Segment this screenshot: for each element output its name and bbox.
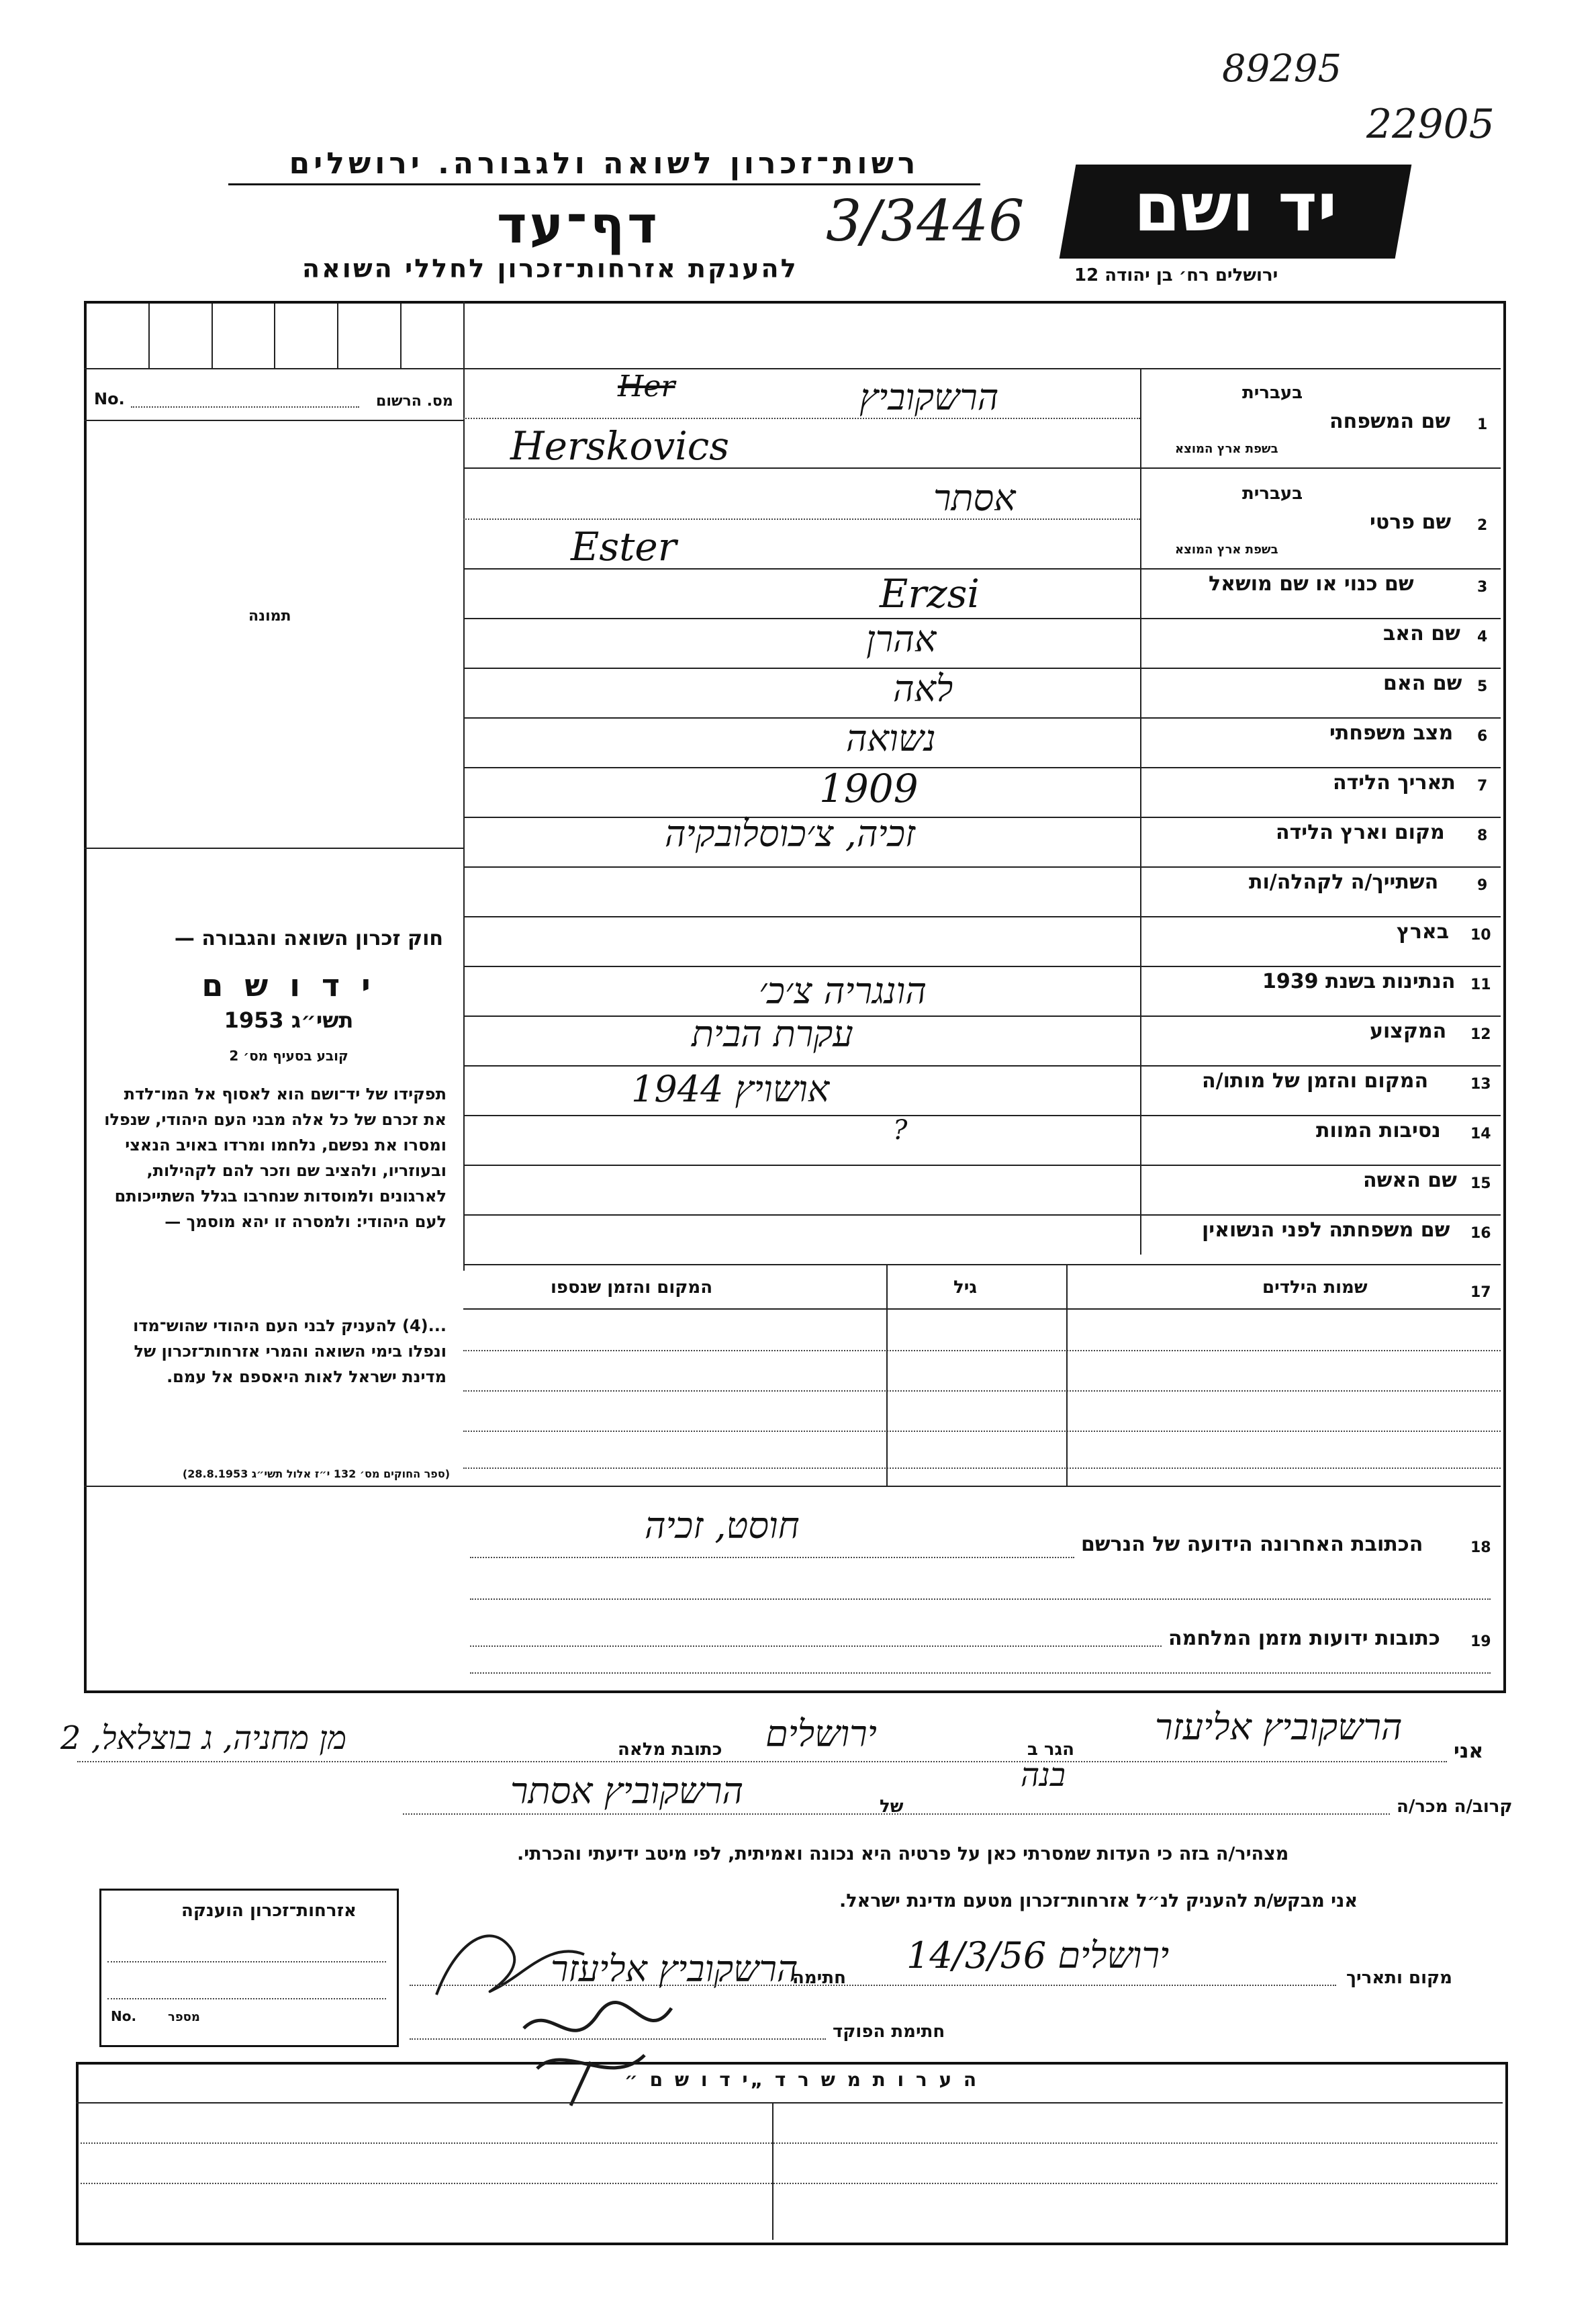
field-13-label: המקום והזמן של מותו/ה xyxy=(1202,1069,1429,1093)
notes-row xyxy=(81,2142,1497,2144)
field-7-value: 1909 xyxy=(819,766,919,811)
row-line xyxy=(463,966,1501,967)
certificate-line xyxy=(107,1998,386,1999)
field-14-num: 14 xyxy=(1470,1126,1491,1142)
children-col-age: גיל xyxy=(953,1277,978,1298)
address-line: ירושלים רח׳ בן יהודה 12 xyxy=(1074,265,1278,285)
row-line xyxy=(463,1214,1501,1216)
reg-no-label: No. xyxy=(94,390,125,408)
field-1-value-origin: Herskovics xyxy=(510,423,730,469)
field-4-label: שם האב xyxy=(1383,622,1460,645)
field-1-value: הרשקוביץ xyxy=(859,376,999,418)
field-18-value: חוסט, זכיה xyxy=(645,1504,800,1547)
children-col-divider-1 xyxy=(1066,1264,1068,1486)
field-11-value: הונגריה צ׳כ׳ xyxy=(759,970,927,1012)
place-date-line xyxy=(410,1985,1336,1986)
reg-row-line xyxy=(84,420,463,421)
field-1-label: שם המשפחה xyxy=(1329,410,1451,433)
law-title: חוק זכרון השואה והגבורה — xyxy=(174,927,443,950)
declarant-address: מן מחניה, ג בוצלאל, 2 xyxy=(60,1719,347,1757)
law-year: תשי״ג 1953 xyxy=(224,1007,354,1033)
law-text: תפקידו של יד־ושם הוא לאסוף אל המו־לדת את זכרם של כל אלה מבני העם היהודי, שנפלו ומסרו את נפשם, נלחמו ומרדו באויב הנאצי ובעוזריו, ולהציב שם וזכר להם לקהילות, לארגונים ולמוסדות שנחרבו בגלל השתייכותם לעם היהודי: ולמסרה זו יהא מוסמך — xyxy=(104,1085,447,1231)
row-line xyxy=(463,1165,1501,1166)
field-12-value: עקרת הבית xyxy=(692,1013,853,1055)
archive-number-top-secondary: 22905 xyxy=(1366,101,1495,148)
officer-line xyxy=(410,2038,826,2040)
field-2-value-origin: Ester xyxy=(571,524,677,570)
field-1-num: 1 xyxy=(1477,416,1488,433)
row-line xyxy=(463,668,1501,669)
row-line xyxy=(463,1115,1501,1116)
field-1-sub-origin: בשפת ארץ המוצא xyxy=(1175,442,1278,456)
field-14-value: ? xyxy=(893,1115,908,1146)
row-line xyxy=(463,866,1501,868)
certificate-title: אזרחות־זכרון הוענקה xyxy=(181,1901,357,1921)
left-col-divider xyxy=(463,301,465,1271)
declarant-name: הרשקוביץ אליעזר xyxy=(1155,1706,1403,1748)
field-15-num: 15 xyxy=(1470,1175,1491,1192)
field-16-num: 16 xyxy=(1470,1225,1491,1242)
field-16-label: שם משפחתה לפני הנשואין xyxy=(1202,1218,1450,1242)
declarant-relative-label: קרוב/ה מכר/ה xyxy=(1397,1797,1513,1817)
field-10-num: 10 xyxy=(1470,927,1491,944)
row-line xyxy=(463,717,1501,719)
place-date-value: ירושלים 14/3/56 xyxy=(906,1934,1170,1977)
children-col-divider-2 xyxy=(886,1264,888,1486)
left-panel-bottom xyxy=(84,1486,463,1487)
reg-no-line xyxy=(131,406,359,408)
declarant-line-2 xyxy=(403,1813,1390,1815)
office-notes-line xyxy=(76,2102,1503,2104)
children-row xyxy=(463,1467,1501,1469)
row-line xyxy=(463,618,1501,619)
photo-box-line xyxy=(84,848,463,849)
declarant-relative-name: הרשקוביץ אסתר xyxy=(510,1770,744,1812)
row-line xyxy=(463,1264,1501,1265)
field-3-num: 3 xyxy=(1477,579,1488,596)
field-8-value: זכיה, צ׳כוסלובקיה xyxy=(665,813,916,855)
form-subtitle: להענקת אזרחות־זכרון לחללי השואה xyxy=(302,254,798,283)
law-source: (ספר החוקים מס׳ 132 י״ז אלול תשי״ג 28.8.1953) xyxy=(182,1467,450,1480)
field-11-label: הנתינות בשנת 1939 xyxy=(1262,970,1456,993)
field-13-value: אושויץ 1944 xyxy=(631,1068,830,1110)
field-19-line xyxy=(470,1645,1162,1647)
signature-name: הרשקוביץ אליעזר xyxy=(551,1948,798,1990)
serial-boxes xyxy=(87,304,463,368)
field-13-num: 13 xyxy=(1470,1076,1491,1093)
top-row-line xyxy=(84,368,1501,369)
field-9-num: 9 xyxy=(1477,877,1488,894)
field-18-line2 xyxy=(470,1598,1491,1600)
org-line: רשות־זכרון לשואה ולגבורה. ירושלים xyxy=(228,146,980,185)
field-2-value: אסתר xyxy=(933,477,1016,519)
declarant-request: אני מבקש/ת להעניק לנ״ל אזרחות־זכרון מטעם מדינת ישראל. xyxy=(839,1891,1358,1911)
form-title: דף־עד xyxy=(497,195,660,255)
field-6-num: 6 xyxy=(1477,728,1488,745)
declarant-line-1 xyxy=(77,1761,1447,1762)
notes-row xyxy=(81,2183,1497,2184)
field-6-label: מצב משפחתי xyxy=(1329,721,1454,745)
field-6-value: נשואה xyxy=(846,717,936,760)
row-line xyxy=(463,767,1501,768)
field-8-label: מקום וארץ הלידה xyxy=(1276,821,1445,844)
field-19-line2 xyxy=(470,1672,1491,1674)
children-row xyxy=(463,1350,1501,1351)
field-2-label: שם פרטי xyxy=(1370,510,1452,534)
children-row xyxy=(463,1390,1501,1392)
certificate-line xyxy=(107,1961,386,1962)
field-5-label: שם האם xyxy=(1383,672,1462,695)
declarant-city: ירושלים xyxy=(765,1713,877,1755)
archive-number-top: 89295 xyxy=(1222,47,1342,91)
field-5-num: 5 xyxy=(1477,678,1488,695)
field-11-num: 11 xyxy=(1470,977,1491,993)
field-8-num: 8 xyxy=(1477,827,1488,844)
field-7-num: 7 xyxy=(1477,778,1488,795)
row-line xyxy=(463,916,1501,917)
declarant-relation: בנה xyxy=(1021,1756,1066,1794)
field-1-sub-hebrew: בעברית xyxy=(1242,383,1303,403)
row-line xyxy=(463,817,1501,818)
children-row xyxy=(463,1431,1501,1432)
field-9-label: השתייך/ה לקהלה/ות xyxy=(1249,870,1439,894)
law-name: י ד ו ש ם xyxy=(201,967,376,1003)
field-2-sub-hebrew: בעברית xyxy=(1242,484,1303,504)
field-18-num: 18 xyxy=(1470,1539,1491,1556)
field-3-value: Erzsi xyxy=(880,571,980,617)
declarant-gar-label: הגר ב xyxy=(1027,1739,1075,1760)
field-7-label: תאריך הלידה xyxy=(1333,771,1456,795)
declarant-address-label: כתובת מלאה xyxy=(618,1739,722,1760)
field-1-struck: Her xyxy=(618,369,675,404)
reg-label: מס. הרשום xyxy=(376,393,453,410)
children-header-line xyxy=(463,1308,1501,1310)
office-notes-divider xyxy=(772,2102,773,2240)
signature-label: חתימה xyxy=(792,1968,846,1988)
label-col-divider xyxy=(1140,368,1141,1255)
certificate-number-label: מספר xyxy=(168,2010,200,2024)
officer-signature xyxy=(510,1988,685,2109)
row-line xyxy=(463,1065,1501,1067)
declarant-ani: אני xyxy=(1454,1739,1484,1763)
place-date-label: מקום ותאריך xyxy=(1346,1968,1452,1988)
field-12-label: המקצוע xyxy=(1370,1020,1447,1043)
field-1-midline xyxy=(463,418,1140,419)
field-19-num: 19 xyxy=(1470,1633,1491,1650)
field-3-label: שם כנוי או שם מושאל xyxy=(1209,572,1414,596)
field-17-num: 17 xyxy=(1470,1284,1491,1301)
officer-label: חתימת הפוקד xyxy=(833,2022,945,2042)
field-18-line xyxy=(470,1557,1074,1558)
field-2-midline xyxy=(463,518,1140,520)
law-clause: קובע בסעיף מס׳ 2 xyxy=(229,1048,348,1064)
form-number: 3/3446 xyxy=(826,188,1025,254)
field-19-label: כתובות ידועות מזמן המלחמה xyxy=(1168,1627,1440,1650)
field-2-sub-origin: בשפת ארץ המוצא xyxy=(1175,543,1278,557)
children-col-place: המקום והזמן שנספו xyxy=(551,1277,713,1298)
field-15-label: שם האשה xyxy=(1363,1169,1457,1192)
certificate-no-label: No. xyxy=(111,2008,137,2024)
field-14-label: נסיבות המוות xyxy=(1316,1119,1441,1142)
office-notes-title: ה ע ר ו ת מ ש ר ד „י ד ו ש ם ״ xyxy=(624,2069,980,2091)
field-4-num: 4 xyxy=(1477,629,1488,645)
field-12-num: 12 xyxy=(1470,1026,1491,1043)
field-4-value: אהרן xyxy=(866,618,937,660)
field-2-num: 2 xyxy=(1477,517,1488,534)
field-10-label: בארץ xyxy=(1397,920,1450,944)
logo-text: יד ושם xyxy=(1133,168,1337,246)
field-18-label: הכתובת האחרונה הידועה של הנרשם xyxy=(1081,1533,1423,1556)
photo-label: תמונה xyxy=(248,608,291,625)
children-bottom-line xyxy=(463,1486,1501,1487)
law-text-clause-4: ...(4) להעניק לבני העם היהודי שהוש־מדו ונפלו בימי השואה והמרי אזרחות־זכרון של מדינת ישראל לאות היאספם אל עמם. xyxy=(133,1316,447,1386)
children-col-names: שמות הילדים xyxy=(1262,1277,1368,1298)
declarant-of-label: של xyxy=(880,1797,904,1817)
row-line xyxy=(463,1015,1501,1017)
declarant-statement: מצהיר/ה בזה כי העדות שמסרתי כאן על פרטיה היא נכונה ואמיתית, לפי מיטב ידיעתי והכרתי. xyxy=(517,1844,1289,1864)
field-5-value: לאה xyxy=(893,668,953,710)
